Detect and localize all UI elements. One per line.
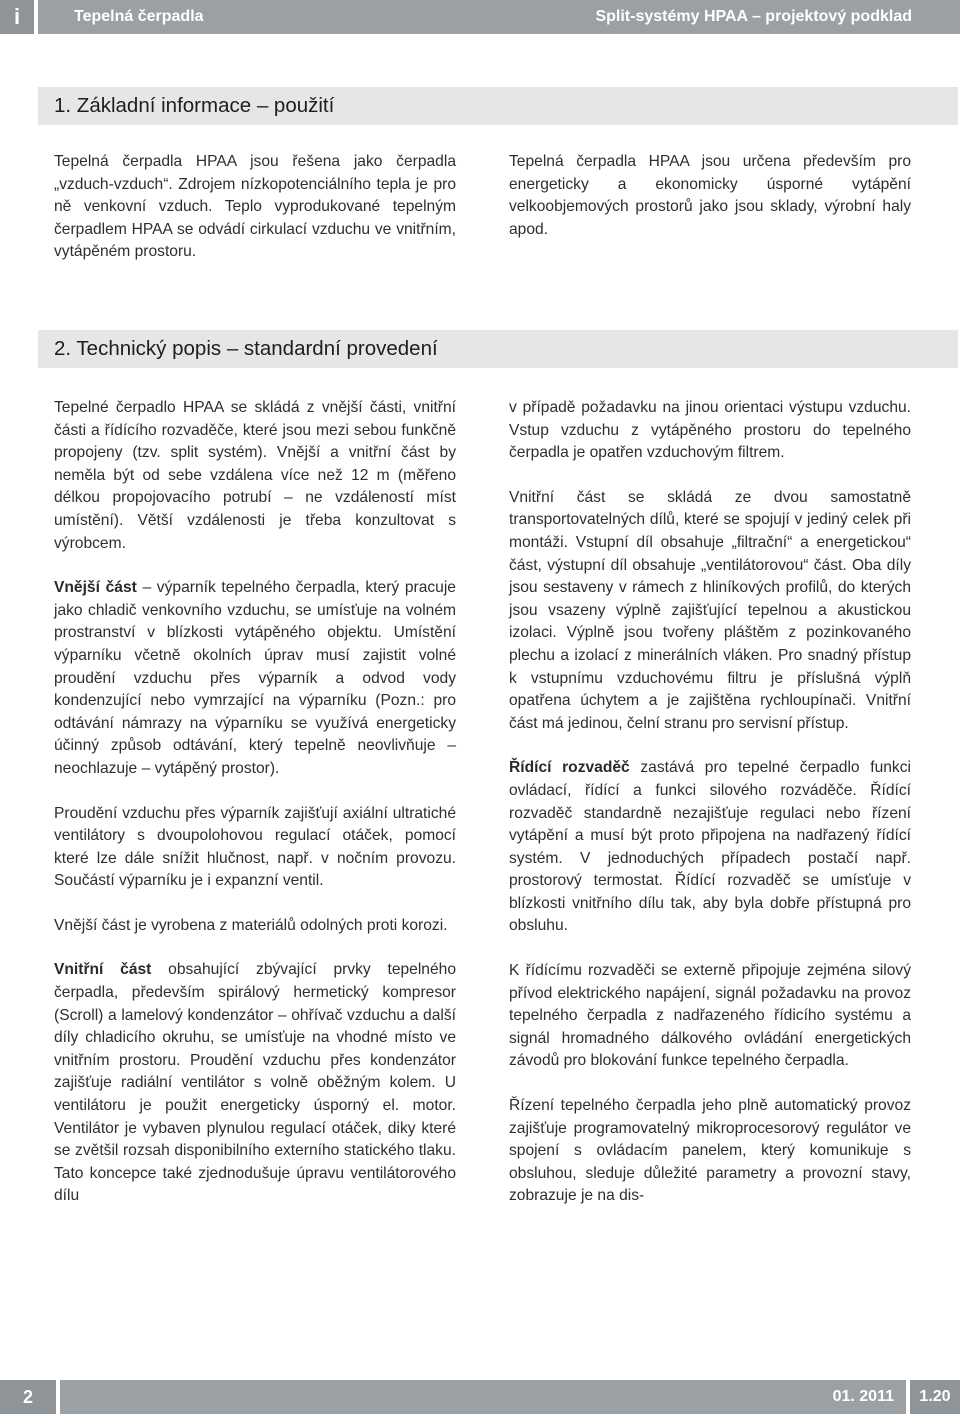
paragraph: Vnější část – výparník tepelného čerpadla, který pracuje jako chladič venkovního vzduchu, se umísťuje na volném prostranství v blízkosti vytápěného objektu. Umístění výparníku včetně okolních úprav musí zajistit volné proudění vzduchu přes výparník a odvod vody kondenzující nebo vymrzající na výparníku (Pozn.: pro odtávání námrazy na výparníku se využívá energeticky účinný způsob odtávání, který tepelně neovlivňuje – neochlazuje – vytápěný prostor). [54,579,456,777]
paragraph: Řídící rozvaděč zastává pro tepelné čerpadlo funkci ovládací, řídící a funkci silového rozváděče. Řídící rozvaděč standardně nezajišťuje regulaci nebo řízení vytápění a musí být proto připojena na nadřazený řídící systém. V jednoduchých případech postačí např. prostorový termostat. Řídící rozvaděč se umísťuje v blízkosti vnitřního dílu tak, aby byla dobře přístupná pro obsluhu. [509,759,911,935]
paragraph: Vnitřní část se skládá ze dvou samostatně transportovatelných dílů, které se spojují v jediný celek při montáži. Vstupní díl obsahuje „filtrační“ a energetickou“ část, výstupní díl obsahuje „ventilátorovou“ část. Oba díly jsou sestaveny v rámech z hliníkových profilů, do kterých jsou vsazeny výplně zajišťující tepelnou a akustickou izolaci. Výplně jsou tvořeny pláštěm z pozinkovaného plechu a izolací z minerálních vláken. Pro snadný přístup k vstupnímu vzduchovému filtru je příslušná výplň opatřena úchytem a je zajištěna rychloupínači. Vnitřní část má jedinou, čelní stranu pro servisní přístup. [509,488,911,732]
page-number: 2 [0,1380,56,1414]
paragraph: Tepelné čerpadlo HPAA se skládá z vnější části, vnitřní části a řídícího rozvaděče, které jsou mezi sebou funkčně propojeny (tzv. split systém). Vnější a vnitřní část by neměla být od sebe vzdálena více než 12 m (měřeno délkou propojovacího potrubí – ne vzdáleností míst umístění). Větší vzdálenosti je třeba konzultovat s výrobcem. [54,399,456,552]
section-2-left-column [54,397,456,1230]
paragraph: Řízení tepelného čerpadla jeho plně automatický provoz zajišťuje programovatelný mikroprocesorový regulátor ve spojení s ovládacím panelem, který komunikuje s obsluhou, sleduje důležité parametry a provozní stavy, zobrazuje je na dis- [509,1097,911,1205]
paragraph: v případě požadavku na jinou orientaci výstupu vzduchu. Vstup vzduchu z vytápěného prostoru do tepelného čerpadla je opatřen vzduchovým filtrem. [509,399,911,462]
header-bar [38,0,960,34]
section-number: 1.20 [910,1380,960,1414]
paragraph: Tepelná čerpadla HPAA jsou určena především pro energeticky a ekonomicky úsporné vytápění velkoobjemových prostorů jako jsou sklady, výrobní haly apod. [509,153,911,238]
paragraph: Proudění vzduchu přes výparník zajišťují axiální ultratiché ventilátory s dvoupolohovou regulací otáček, pomocí které lze dále snížit hlučnost, např. v nočním provozu. Součástí výparníku je i expanzní ventil. [54,804,456,890]
paragraph: Tepelná čerpadla HPAA jsou řešena jako čerpadla „vzduch-vzduch“. Zdrojem nízkopotenciálního tepla je pro ně venkovní vzduch. Teplo vyprodukované tepelným čerpadlem HPAA se odvádí cirkulací vzduchu ve vnitřním, vytápěném prostoru. [54,153,456,261]
term-vnejsi-cast: Vnější část [54,579,137,597]
term-ridici-rozvadec: Řídící rozvaděč [509,759,630,777]
header-left-title: Tepelná čerpadla [74,8,204,25]
paragraph: K řídícímu rozvaděči se externě připojuje zejména silový přívod elektrického napájení, signál požadavku na provoz tepelného čerpadla z nadřazeného řídicího systému a signál hromadného dálkového ovládání energetických závodů pro blokování funkce tepelného čerpadla. [509,962,911,1070]
section-1-left-column [54,151,456,286]
section-1-right-column [509,151,911,263]
page-header [0,0,960,34]
term-vnitrni-cast: Vnitřní část [54,961,152,979]
paragraph: Vnitřní část obsahující zbývající prvky tepelného čerpadla, především spirálový hermetický kompresor (Scroll) a lamelový kondenzátor – ohřívač vzduchu a další díly chladicího okruhu, se umísťuje na vhodné místo ve vnitřním prostoru. Proudění vzduchu přes kondenzátor zajišťuje radiální ventilátor s volně oběžným kolem. U ventilátoru je použit energeticky úsporný el. motor. Ventilátor je vybaven plynulou regulací otáček, diky které se zvětšil rozsah disponibilního externího statického tlaku. Tato koncepce také zjednodušuje úpravu ventilátorového dílu [54,961,456,1205]
section-2-heading: 2. Technický popis – standardní provedení [38,330,958,368]
header-right-title: Split-systémy HPAA – projektový podklad [595,8,912,25]
footer-date: 01. 2011 [60,1380,906,1414]
page-footer [0,1380,960,1414]
section-2-right-column [509,397,911,1230]
info-tab: i [0,0,34,34]
section-1-heading: 1. Základní informace – použití [38,87,958,125]
paragraph: Vnější část je vyrobena z materiálů odolných proti korozi. [54,916,448,934]
